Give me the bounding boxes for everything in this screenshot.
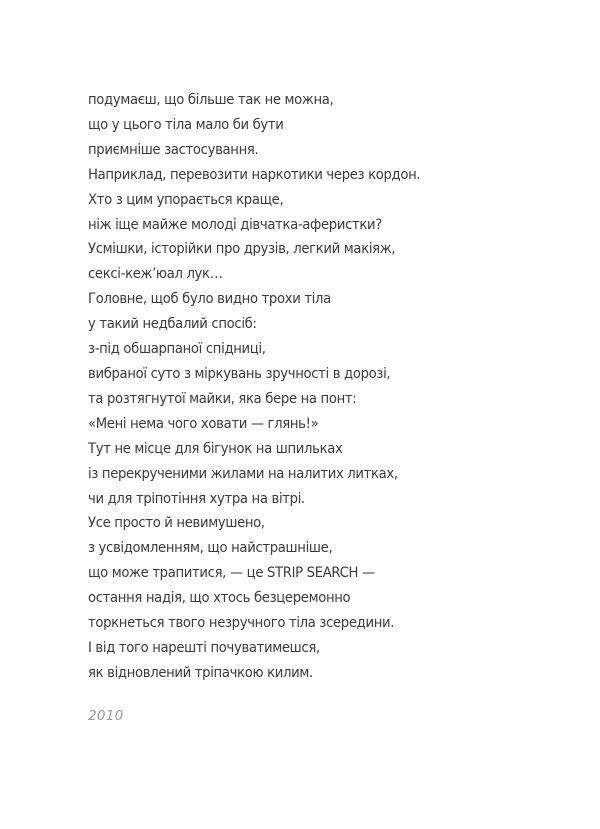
poem-line: Тут не місце для бігунок на шпильках [88, 440, 343, 457]
poem-year: 2010 [88, 708, 124, 724]
poem-line: з-під обшарпаної спідниці, [88, 341, 266, 358]
poem-line: Головне, щоб було видно трохи тіла [88, 291, 331, 308]
poem-line: приємніше застосування. [88, 141, 259, 158]
poem-line: Усе просто й невимушено, [88, 515, 265, 532]
poem-line: І від того нарешті почуватимешся, [88, 639, 320, 656]
poem-text [88, 88, 445, 686]
poem-line: та розтягнутої майки, яка бере на понт: [88, 390, 357, 407]
poem-line: Хто з цим упорається краще, [88, 191, 284, 208]
poem-line: ніж іще майже молоді дівчатка-аферистки? [88, 216, 382, 233]
poem-line: з усвідомленням, що найстрашніше, [88, 540, 333, 557]
poem-line: як відновлений тріпачкою килим. [88, 664, 313, 681]
poem-line: Усмішки, історійки про друзів, легкий макіяж, [88, 241, 396, 258]
poem-line: остання надія, що хтось безцеремонно [88, 590, 351, 607]
poem-line: «Мені нема чого ховати — глянь!» [88, 415, 319, 432]
poem-line: чи для тріпотіння хутра на вітрі. [88, 490, 305, 507]
poem-line: із перекрученими жилами на налитих литках, [88, 465, 398, 482]
poem-line: подумаєш, що більше так не можна, [88, 92, 334, 108]
poem-line: що у цього тіла мало би бути [88, 116, 284, 133]
poem-line: торкнеться твого незручного тіла зсередини. [88, 615, 395, 632]
poem-line: Наприклад, перевозити наркотики через кордон. [88, 166, 421, 183]
poem-line: сексі-кеж’юал лук… [88, 266, 223, 283]
poem-line: що може трапитися, — це STRIP SEARCH — [88, 565, 375, 582]
poem-line: у такий недбалий спосіб: [88, 316, 257, 333]
poem-line: вибраної суто з міркувань зручності в дорозі, [88, 365, 391, 382]
